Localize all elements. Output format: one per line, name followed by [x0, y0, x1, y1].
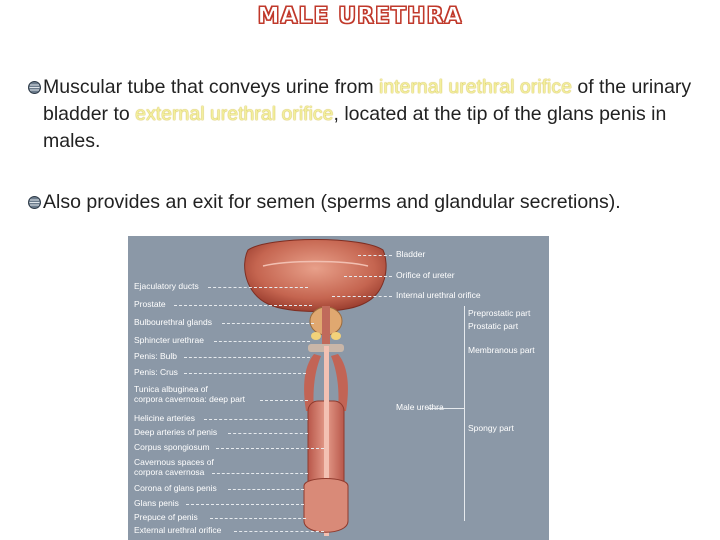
label-external-urethral-orifice: External urethral orifice [134, 525, 222, 535]
leader-line [228, 489, 304, 490]
label-ejaculatory-ducts: Ejaculatory ducts [134, 281, 199, 291]
label-prostate: Prostate [134, 299, 166, 309]
leader-line [428, 408, 464, 409]
label-spongy-part: Spongy part [468, 423, 514, 433]
bullet-icon [28, 196, 41, 209]
label-prostatic-part: Prostatic part [468, 321, 519, 331]
label-tunica-albuginea: Tunica albuginea of [134, 384, 208, 394]
leader-line [358, 255, 392, 256]
bracket-line [464, 306, 465, 521]
label-penis-bulb: Penis: Bulb [134, 351, 177, 361]
label-orifice-of-ureter: Orifice of ureter [396, 270, 455, 280]
label-helicine-arteries: Helicine arteries [134, 413, 195, 423]
label-membranous-part: Membranous part [468, 345, 535, 355]
leader-line [222, 323, 314, 324]
label-cavernous-spaces: Cavernous spaces of [134, 457, 214, 467]
label-prepuce-of-penis: Prepuce of penis [134, 512, 198, 522]
bullet-1 [16, 74, 706, 155]
leader-line [228, 433, 308, 434]
leader-line [174, 305, 312, 306]
bullet-1-part-b: of the urinary bladder to [43, 76, 692, 125]
label-corona-of-glans: Corona of glans penis [134, 483, 217, 493]
leader-line [204, 419, 308, 420]
label-cavernous-spaces-2: corpora cavernosa [134, 467, 205, 477]
slide-title: MALE URETHRA [257, 4, 463, 29]
label-tunica-albuginea-2: corpora cavernosa: deep part [134, 394, 246, 404]
bullet-icon [28, 81, 41, 94]
external-urethral-orifice-highlight: external urethral orifice [135, 103, 334, 125]
label-bladder: Bladder [396, 249, 426, 259]
label-penis-crus: Penis: Crus [134, 367, 178, 377]
bullet-2-text: Also provides an exit for semen (sperms and glandular secretions). [43, 191, 621, 213]
leader-line [186, 504, 304, 505]
label-corpus-spongiosum: Corpus spongiosum [134, 442, 210, 452]
leader-line [184, 357, 310, 358]
leader-line [260, 400, 308, 401]
leader-line [332, 296, 392, 297]
label-glans-penis: Glans penis [134, 498, 179, 508]
leader-line [184, 373, 306, 374]
leader-line [344, 276, 392, 277]
leader-line [214, 341, 310, 342]
leader-line [234, 531, 324, 532]
internal-urethral-orifice-highlight: internal urethral orifice [379, 76, 572, 98]
label-preprostatic-part: Preprostatic part [468, 308, 531, 318]
male-urethra-diagram [128, 236, 549, 540]
leader-line [212, 473, 308, 474]
bullet-1-part-a: Muscular tube that conveys urine from [43, 76, 379, 98]
bullet-2 [16, 189, 706, 216]
bullet-1-part-c: , located at the tip of the glans penis in males. [43, 103, 667, 152]
label-male-urethra: Male urethra [396, 402, 444, 412]
leader-line [208, 287, 308, 288]
label-sphincter-urethrae: Sphincter urethrae [134, 335, 204, 345]
label-deep-arteries-of-penis: Deep arteries of penis [134, 427, 218, 437]
leader-line [216, 448, 324, 449]
leader-line [210, 518, 306, 519]
label-internal-urethral-orifice: Internal urethral orifice [396, 290, 481, 300]
label-bulbourethral-glands: Bulbourethral glands [134, 317, 212, 327]
bullet-1-text [16, 74, 706, 155]
